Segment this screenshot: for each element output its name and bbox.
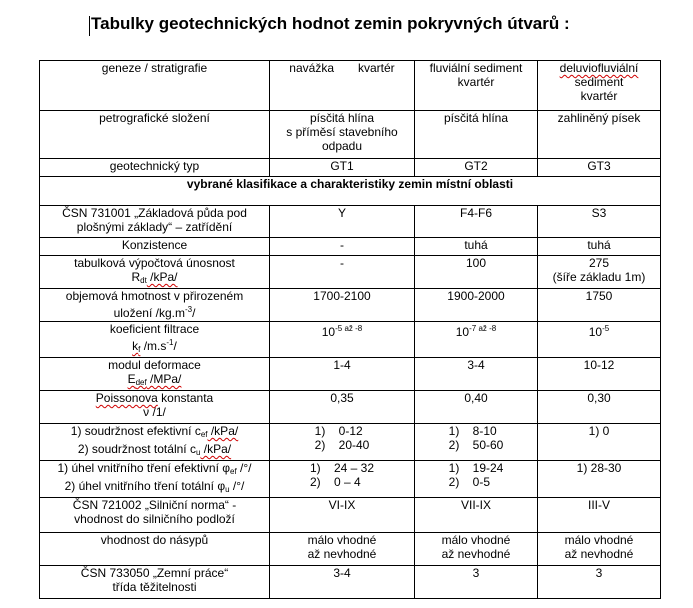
text-treni-2a: 1) 19-24 (448, 461, 504, 475)
table-row-konzistence (40, 238, 661, 256)
symbol-k: k (132, 339, 139, 353)
table-row-filtrace (40, 322, 661, 358)
text-csn731001-l2: plošnými základy“ – zatřídění (76, 220, 233, 234)
text-poissonova: Poissonova (95, 391, 158, 405)
text-sediment: sediment (574, 75, 624, 89)
text-soudrznost-2a: 1) 8-10 (448, 424, 497, 438)
symbol-c-u: c (189, 442, 196, 456)
subscript-def: def (135, 378, 147, 387)
text-nasyp-2a: málo vhodné (441, 533, 511, 547)
cell-csn731001-gt2: F4-F6 (415, 206, 538, 238)
cell-csn731001-gt1: Y (270, 206, 415, 238)
text-hmotnost-l2 (42, 303, 267, 320)
text-soudrznost-ef: 1) soudržnost efektivní (70, 424, 195, 438)
cell-poisson-gt2: 0,40 (415, 391, 538, 424)
unit-kpa-u: /kPa/ (200, 442, 232, 456)
cell-unosnost-label (40, 256, 270, 289)
symbol-r: R (131, 270, 141, 284)
cell-csn721002-gt2: VII-IX (415, 498, 538, 533)
text-soudrznost-1a: 1) 0-12 (314, 424, 363, 438)
text-deluviofluvialni: deluviofluviální (559, 61, 639, 75)
cell-deformace-gt2: 3-4 (415, 358, 538, 391)
table-row-nasyp (40, 533, 661, 566)
cell-geneze-gt1 (270, 61, 415, 111)
cell-geneze-gt3 (538, 61, 661, 111)
cell-csn721002-gt3: III-V (538, 498, 661, 533)
cell-csn733050-label (40, 566, 270, 599)
cell-filtrace-label (40, 322, 270, 358)
text-csn721002-l1: ČSN 721002 „Silniční norma“ - (72, 498, 237, 512)
cell-treni-gt1 (270, 461, 415, 498)
superscript-m3: -3 (184, 305, 193, 314)
cell-deformace-label (40, 358, 270, 391)
text-petro-1b: s příměsí stavebního (286, 125, 398, 139)
cell-unosnost-gt2: 100 (415, 256, 538, 289)
text-csn733050-l2: třída těžitelnosti (112, 580, 197, 594)
table-row-treni (40, 461, 661, 498)
text-soudrznost-l1 (42, 424, 267, 442)
unit-mpa: /MPa/ (146, 372, 182, 386)
text-treni-tot: 2) úhel vnitřního tření totální (64, 479, 218, 493)
text-nasyp-1b: až nevhodné (307, 547, 377, 561)
cell-geneze-label: geneze / stratigrafie (40, 61, 270, 111)
text-treni-1a: 1) 24 – 32 (309, 461, 375, 475)
cell-hmotnost-label (40, 289, 270, 322)
text-nasyp-2b: až nevhodné (441, 547, 511, 561)
table-row-geotyp (40, 159, 661, 177)
superscript-filtrace-2: -7 až -8 (469, 324, 497, 333)
text-nasyp-3a: málo vhodné (564, 533, 634, 547)
text-petro-1a: písčitá hlína (309, 111, 375, 125)
cell-geotyp-label: geotechnický typ (40, 159, 270, 177)
table-row-soudrznost (40, 424, 661, 461)
subscript-u-2: u (225, 485, 230, 494)
subscript-dt: dt (140, 276, 147, 285)
cell-deformace-gt3: 10-12 (538, 358, 661, 391)
text-unosnost-3a: 275 (588, 256, 610, 270)
text-kvarter-2: kvartér (457, 75, 495, 89)
cell-unosnost-gt3 (538, 256, 661, 289)
text-soudrznost-l2 (42, 442, 267, 460)
text-nasyp-1a: málo vhodné (307, 533, 377, 547)
text-filtrace-2-base: 10 (455, 325, 470, 339)
cell-nasyp-label: vhodnost do násypů (40, 533, 270, 566)
text-filtrace-l2 (42, 336, 267, 357)
cell-soudrznost-gt1 (270, 424, 415, 461)
section-heading: vybrané klasifikace a charakteristiky zemin místní oblasti (40, 177, 661, 206)
geotechnical-table (39, 60, 661, 599)
text-unosnost-l1: tabulková výpočtová únosnost (74, 256, 235, 270)
cell-poisson-gt3: 0,30 (538, 391, 661, 424)
text-filtrace-1-base: 10 (321, 325, 336, 339)
symbol-phi-ef: φ (222, 461, 231, 475)
table-row-petro (40, 111, 661, 159)
text-nasyp-3b: až nevhodné (564, 547, 634, 561)
cell-csn733050-gt2: 3 (415, 566, 538, 599)
table-row-csn731001 (40, 206, 661, 238)
symbol-e: E (127, 372, 136, 386)
text-csn721002-l2: vhodnost do silničního podloží (74, 512, 235, 526)
subscript-ef-2: ef (230, 467, 237, 476)
cell-petro-gt1 (270, 111, 415, 159)
cell-filtrace-gt1 (270, 322, 415, 358)
cell-hmotnost-gt3: 1750 (538, 289, 661, 322)
cell-petro-label: petrografické složení (40, 111, 270, 159)
table-row-csn733050 (40, 566, 661, 599)
cell-geotyp-gt2: GT2 (415, 159, 538, 177)
cell-soudrznost-label (40, 424, 270, 461)
text-unosnost-l2 (42, 270, 267, 288)
cell-poisson-label (40, 391, 270, 424)
text-deformace-l2 (128, 372, 182, 390)
table-row-unosnost (40, 256, 661, 289)
cell-geotyp-gt1: GT1 (270, 159, 415, 177)
text-treni-ef: 1) úhel vnitřního tření efektivní (57, 461, 223, 475)
table-row-deformace (40, 358, 661, 391)
cell-deformace-gt1: 1-4 (270, 358, 415, 391)
table-row-band (40, 177, 661, 206)
symbol-c-ef: c (194, 424, 201, 438)
text-treni-2b: 2) 0-5 (448, 475, 490, 489)
page-title: Tabulky geotechnických hodnot zemin pokryvných útvarů : (91, 14, 570, 33)
cell-filtrace-gt2 (415, 322, 538, 358)
subscript-u: u (195, 448, 201, 457)
cell-konzistence-gt2: tuhá (415, 238, 538, 256)
cell-nasyp-gt3 (538, 533, 661, 566)
cell-soudrznost-gt3: 1) 0 (538, 424, 661, 461)
cell-csn733050-gt3: 3 (538, 566, 661, 599)
text-soudrznost-tot: 2) soudržnost totální (77, 442, 190, 456)
cell-csn721002-gt1: VI-IX (270, 498, 415, 533)
table-row-hmotnost (40, 289, 661, 322)
text-kvarter-3: kvartér (580, 89, 618, 103)
cell-nasyp-gt1 (270, 533, 415, 566)
text-csn733050-l1: ČSN 733050 „Zemní práce“ (80, 566, 229, 580)
text-poisson-l1 (42, 391, 267, 405)
text-treni-l2 (42, 479, 267, 497)
cell-filtrace-gt3 (538, 322, 661, 358)
text-soudrznost-2b: 2) 50-60 (448, 438, 504, 452)
text-treni-l1 (42, 461, 267, 479)
text-filtrace-3-base: 10 (588, 325, 603, 339)
text-poisson-l2: ν /1/ (143, 405, 166, 419)
cell-nasyp-gt2 (415, 533, 538, 566)
unit-deg-u: /°/ (229, 479, 245, 493)
unit-kpa: /kPa/ (146, 270, 178, 284)
text-unosnost-3b: (šíře základu 1m) (552, 270, 646, 284)
cell-petro-gt2: písčitá hlína (415, 111, 538, 159)
subscript-ef: ef (200, 430, 208, 439)
text-navazka: navážka (289, 61, 334, 75)
cell-poisson-gt1: 0,35 (270, 391, 415, 424)
cell-treni-gt2 (415, 461, 538, 498)
text-kvarter-1: kvartér (358, 61, 395, 75)
table-row-poisson (40, 391, 661, 424)
text-petro-1c: odpadu (321, 139, 363, 153)
text-konstanta: konstanta (157, 391, 214, 405)
cell-csn721002-label (40, 498, 270, 533)
text-hmotnost-l1: objemová hmotnost v přirozeném (65, 289, 244, 303)
cell-geneze-gt2 (415, 61, 538, 111)
cell-treni-gt3: 1) 28-30 (538, 461, 661, 498)
subscript-f: f (138, 345, 141, 354)
cell-hmotnost-gt2: 1900-2000 (415, 289, 538, 322)
text-treni-1b: 2) 0 – 4 (309, 475, 361, 489)
text-filtrace-l1: koeficient filtrace (109, 322, 200, 336)
text-fluvialni: fluviální sediment (429, 61, 523, 75)
cell-soudrznost-gt2 (415, 424, 538, 461)
cell-csn733050-gt1: 3-4 (270, 566, 415, 599)
cell-petro-gt3: zahliněný písek (538, 111, 661, 159)
cell-csn731001-label (40, 206, 270, 238)
superscript-filtrace-3: -5 (602, 324, 610, 333)
text-hmotnost-unit: uložení /kg.m (113, 306, 185, 320)
text-cursor (89, 16, 90, 36)
cell-treni-label (40, 461, 270, 498)
unit-kpa-ef: /kPa/ (207, 424, 239, 438)
superscript-filtrace-1: -5 až -8 (335, 324, 363, 333)
text-deformace-l1: modul deformace (108, 358, 201, 372)
cell-hmotnost-gt1: 1700-2100 (270, 289, 415, 322)
cell-konzistence-gt1: - (270, 238, 415, 256)
cell-geotyp-gt3: GT3 (538, 159, 661, 177)
cell-konzistence-label: Konzistence (40, 238, 270, 256)
text-soudrznost-1b: 2) 20-40 (314, 438, 370, 452)
table-row-csn721002 (40, 498, 661, 533)
symbol-phi-u: φ (217, 479, 226, 493)
superscript-s: -1 (166, 338, 174, 347)
unit-end: / (173, 339, 177, 353)
text-hmotnost-end: / (192, 306, 196, 320)
unit-deg-ef: /°/ (236, 461, 252, 475)
table-row-geneze (40, 61, 661, 111)
cell-unosnost-gt1: - (270, 256, 415, 289)
unit-ms: /m.s (140, 339, 167, 353)
text-csn731001-l1: ČSN 731001 „Základová půda pod (62, 206, 247, 220)
cell-konzistence-gt3: tuhá (538, 238, 661, 256)
cell-csn731001-gt3: S3 (538, 206, 661, 238)
